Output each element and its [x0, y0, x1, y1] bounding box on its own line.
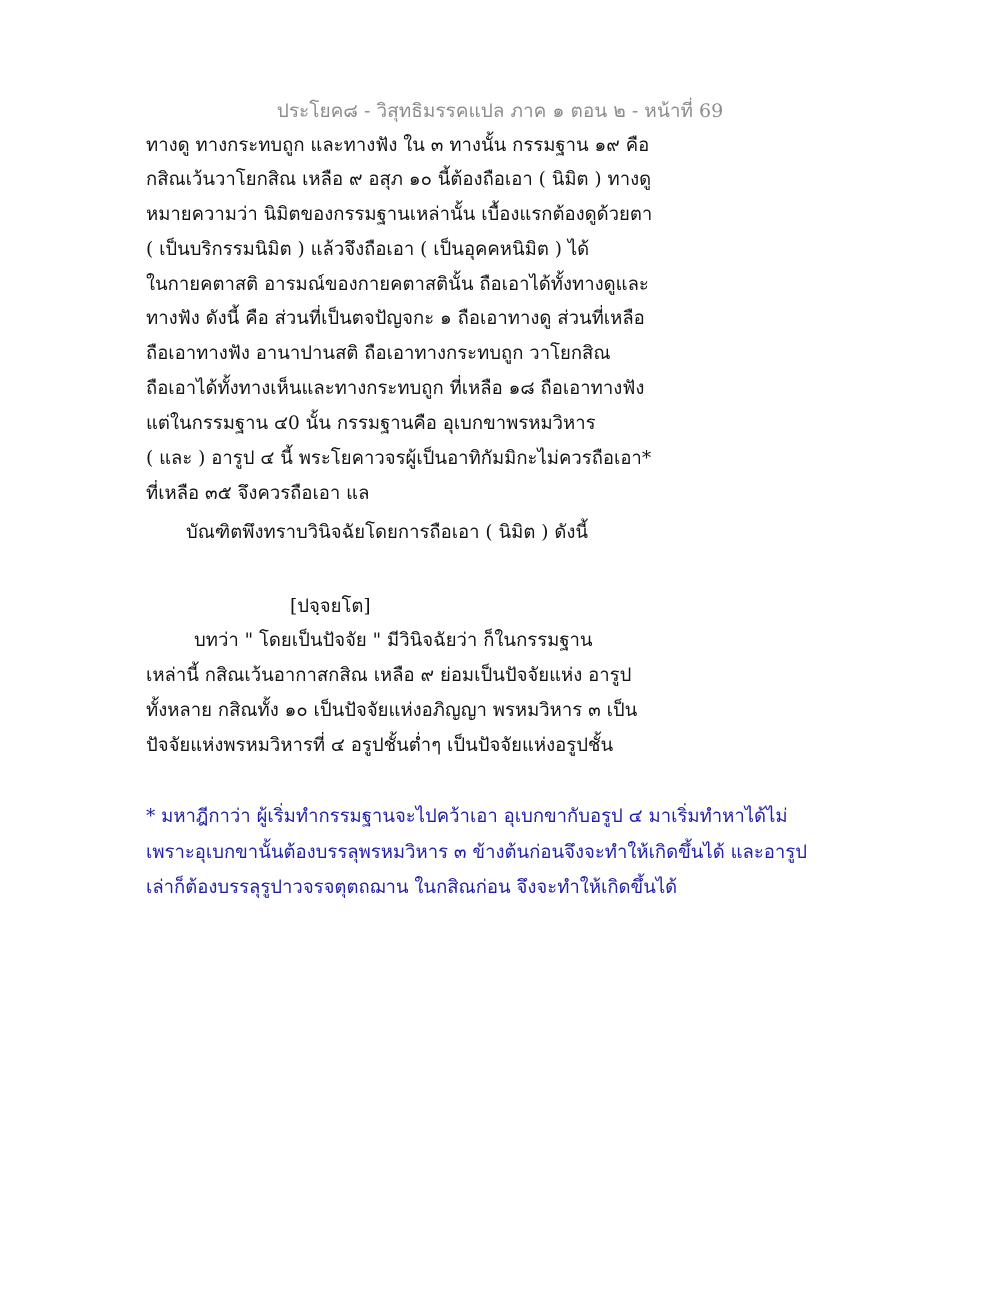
- body-line: ทางดู ทางกระทบถูก และทางฟัง ใน ๓ ทางนั้น กรรมฐาน ๑๙ คือ: [146, 135, 650, 156]
- footnote-line: เล่าก็ต้องบรรลุรูปาวจรจตุตถฌาน ในกสิณก่อน จึงจะทำให้เกิดขึ้นได้: [146, 877, 678, 898]
- body-line: ทางฟัง ดังนี้ คือ ส่วนที่เป็นตจปัญจกะ ๑ ถือเอาทางดู ส่วนที่เหลือ: [146, 308, 645, 329]
- body-line: ( และ ) อารูป ๔ นี้ พระโยคาวจรผู้เป็นอาทิกัมมิกะไม่ควรถือเอา*: [146, 448, 652, 469]
- running-header-text: ประโยค๘ - วิสุทธิมรรคแปล ภาค ๑ ตอน ๒ - หน้าที่ 69: [276, 100, 724, 122]
- body-line: ที่เหลือ ๓๕ จึงควรถือเอา แล: [146, 483, 370, 504]
- footnote-line: * มหาฎีกาว่า ผู้เริ่มทำกรรมฐานจะไปคว้าเอา อุเบกขากับอรูป ๔ มาเริ่มทำหาได้ไม่: [146, 806, 788, 827]
- section-title: [ปจฺจยโต]: [290, 596, 371, 617]
- body-line: ปัจจัยแห่งพรหมวิหารที่ ๔ อรูปชั้นต่ำๆ เป็นปัจจัยแห่งอรูปชั้น: [146, 735, 614, 756]
- footnote-line: เพราะอุเบกขานั้นต้องบรรลุพรหมวิหาร ๓ ข้างต้นก่อนจึงจะทำให้เกิดขึ้นได้ และอารูป: [146, 842, 807, 863]
- body-line: แต่ในกรรมฐาน ๔0 นั้น กรรมฐานคือ อุเบกขาพรหมวิหาร: [146, 413, 596, 434]
- body-line: เหล่านี้ กสิณเว้นอากาสกสิณ เหลือ ๙ ย่อมเป็นปัจจัยแห่ง อารูป: [146, 665, 632, 686]
- body-line: ทั้งหลาย กสิณทั้ง ๑๐ เป็นปัจจัยแห่งอภิญญา พรหมวิหาร ๓ เป็น: [146, 700, 638, 721]
- body-line: ในกายคตาสติ อารมณ์ของกายคตาสตินั้น ถือเอาได้ทั้งทางดูและ: [146, 274, 649, 295]
- body-line: บทว่า " โดยเป็นปัจจัย " มีวินิจฉัยว่า ก็ในกรรมฐาน: [194, 630, 593, 651]
- body-line: ( เป็นบริกรรมนิมิต ) แล้วจึงถือเอา ( เป็นอุคคหนิมิต ) ได้: [146, 239, 590, 260]
- body-line: หมายความว่า นิมิตของกรรมฐานเหล่านั้น เบื้องแรกต้องดูด้วยตา: [146, 204, 653, 225]
- body-line: ถือเอาได้ทั้งทางเห็นและทางกระทบถูก ที่เหลือ ๑๘ ถือเอาทางฟัง: [146, 378, 645, 399]
- body-line: ถือเอาทางฟัง อานาปานสติ ถือเอาทางกระทบถูก วาโยกสิณ: [146, 343, 611, 364]
- conclusion-line: บัณฑิตพึงทราบวินิจฉัยโดยการถือเอา ( นิมิต ) ดังนี้: [186, 522, 589, 543]
- body-line: กสิณเว้นวาโยกสิณ เหลือ ๙ อสุภ ๑๐ นี้ต้องถือเอา ( นิมิต ) ทางดู: [146, 169, 652, 190]
- running-header: [0, 96, 1000, 126]
